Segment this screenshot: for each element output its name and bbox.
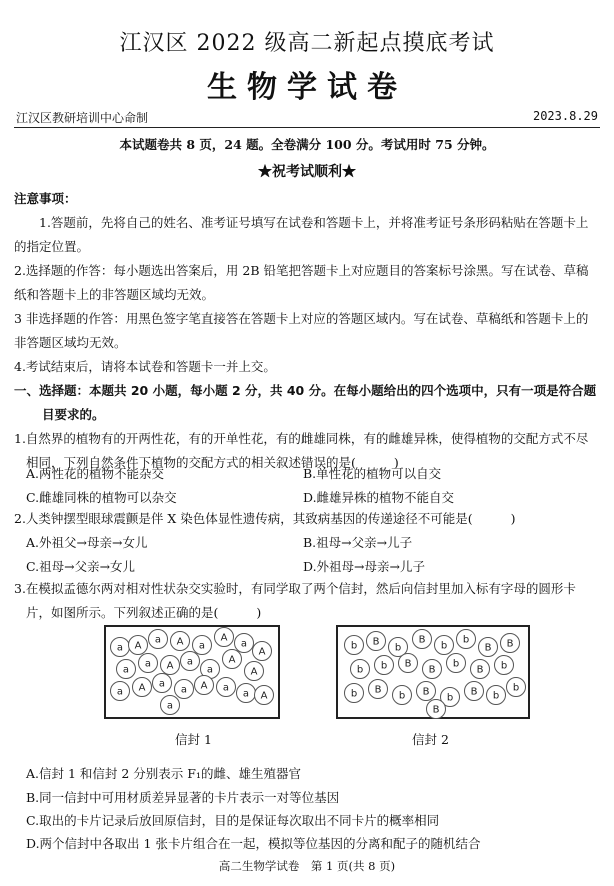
q3-option-b: B.同一信封中可用材质差异显著的卡片表示一对等位基因 [26, 790, 340, 805]
question-2-text: 2.人类钟摆型眼球震颤是伴 X 染色体显性遗传病，其致病基因的传递途径不可能是( [14, 511, 473, 526]
header-rule [14, 127, 600, 128]
envelope-2-card-label-1: b [350, 640, 358, 652]
notes-heading: 注意事项： [14, 191, 77, 206]
note-item-3: 3 非选择题的作答：用黑色签字笔直接答在答题卡上对应的答题区域内。写在试卷、草稿纸和答题卡上的非答题区域均无效。 [14, 311, 589, 350]
q3-option-c: C.取出的卡片记录后放回原信封，目的是保证每次取出不同卡片的概率相同 [26, 813, 440, 828]
q2-option-b: B.祖母→父亲→儿子 [303, 535, 413, 550]
envelope-2-card-label-9: b [356, 664, 364, 676]
envelope-2-card-label-6: b [462, 634, 470, 646]
envelope-2-card-label-3: b [394, 642, 402, 654]
envelope-1-card-label-11: A [166, 660, 174, 672]
q1-option-c: C.雌雄同株的植物可以杂交 [26, 490, 177, 505]
envelope-2-card-label-2: B [372, 636, 380, 648]
envelope-1-card-label-14: A [228, 654, 236, 666]
q2-option-c: C.祖母→父亲→女儿 [26, 559, 136, 574]
envelope-2-card-label-22: b [492, 690, 500, 702]
question-1-paren: ) [393, 455, 399, 470]
envelope-2-card-label-10: b [380, 660, 388, 672]
envelope-1-label: 信封 1 [175, 732, 212, 747]
envelope-1-card-label-19: a [180, 684, 188, 696]
envelope-2-card-label-12: B [428, 664, 436, 676]
envelope-2-card-label-8: B [506, 638, 514, 650]
question-2-paren: ) [510, 511, 516, 526]
envelope-2-card-label-19: B [422, 686, 430, 698]
envelope-1-card-label-6: A [220, 632, 228, 644]
envelope-2-figure [336, 625, 530, 719]
envelope-1-card-label-7: a [240, 638, 248, 650]
section-heading: 一、选择题：本题共 20 小题，每小题 2 分，共 40 分。在每小题给出的四个选项中，只有一项是符合题目要求的。 [14, 383, 597, 422]
envelope-2-card-label-20: b [446, 692, 454, 704]
envelope-1-card-label-4: A [176, 636, 184, 648]
exam-summary: 本试题卷共 8 页，24 题。全卷满分 100 分。考试用时 75 分钟。 [119, 137, 495, 152]
q3-option-a: A.信封 1 和信封 2 分别表示 F₁的雌、雄生殖器官 [26, 766, 301, 781]
envelope-2-card-label-11: B [404, 658, 412, 670]
envelope-1-card-label-16: a [116, 686, 124, 698]
envelope-2-label: 信封 2 [412, 732, 449, 747]
q2-option-d: D.外祖母→母亲→儿子 [303, 559, 425, 574]
envelope-1-card-label-23: A [260, 690, 268, 702]
q1-option-d: D.雌雄异株的植物不能自交 [303, 490, 455, 505]
exam-title: 江汉区 2022 级高二新起点摸底考试 [119, 31, 495, 56]
envelope-1-card-label-8: A [258, 646, 266, 658]
envelope-1-card-label-13: a [206, 664, 214, 676]
page-footer: 高二生物学试卷 第 1 页(共 8 页) [218, 859, 396, 873]
envelope-2-card-label-13: b [452, 658, 460, 670]
envelope-2-card-label-17: B [374, 684, 382, 696]
envelope-2-card-label-24: B [432, 704, 440, 716]
q1-option-b: B.单性花的植物可以自交 [303, 466, 442, 481]
envelope-2-card-label-4: B [418, 634, 426, 646]
q1-option-a: A.两性花的植物不能杂交 [26, 466, 165, 481]
envelope-2-card-label-5: b [440, 640, 448, 652]
issuer-line: 江汉区教研培训中心命制 [16, 111, 149, 125]
envelope-1-card-label-21: a [222, 682, 230, 694]
envelope-2-card-label-16: b [350, 688, 358, 700]
envelope-2-card-label-18: b [398, 690, 406, 702]
q2-option-a: A.外祖父→母亲→女儿 [26, 535, 148, 550]
envelope-1-card-label-18: a [158, 678, 166, 690]
note-item-2: 2.选择题的作答：每小题选出答案后，用 2B 铅笔把答题卡上对应题目的答案标号涂黑。写在试卷、草稿纸和答题卡上的非答题区域均无效。 [14, 263, 589, 302]
envelope-1-card-label-1: a [116, 642, 124, 654]
envelope-2-card-label-21: B [470, 686, 478, 698]
envelope-1-card-label-9: a [122, 664, 130, 676]
exam-date: 2023.8.29 [532, 109, 598, 123]
envelope-1-card-label-22: a [242, 688, 250, 700]
envelope-1-card-label-10: a [144, 658, 152, 670]
envelope-1-card-label-20: A [200, 680, 208, 692]
subject-title: 生物学试卷 [207, 70, 407, 105]
envelope-2-card-label-15: b [500, 660, 508, 672]
envelope-1-card-label-15: A [250, 666, 258, 678]
envelope-1-figure [104, 625, 280, 719]
envelope-2-card-label-14: B [476, 664, 484, 676]
envelope-1-card-label-3: a [154, 634, 162, 646]
q3-option-d: D.两个信封中各取出 1 张卡片组合在一起，模拟等位基因的分离和配子的随机结合 [26, 836, 481, 851]
envelope-1-card-label-12: a [186, 656, 194, 668]
envelope-2-card-label-23: b [512, 682, 520, 694]
question-3-stem [14, 577, 600, 625]
envelope-1-card-label-24: a [166, 700, 174, 712]
question-1-text: 1.自然界的植物有的开两性花，有的开单性花，有的雌雄同株，有的雌雄异株，使得植物的交配方式不尽相同，下列自然条件下植物的交配方式的相关叙述错误的是( [14, 431, 589, 470]
question-3-text: 3.在模拟孟德尔两对相对性状杂交实验时，有同学取了两个信封，然后向信封里加入标有字母的圆形卡片，如图所示。下列叙述正确的是( [14, 581, 576, 620]
envelope-2-card-label-7: B [484, 642, 492, 654]
envelope-1-card-label-2: A [134, 640, 142, 652]
question-3-paren: ) [256, 605, 262, 620]
note-item-4: 4.考试结束后，请将本试卷和答题卡一并上交。 [14, 359, 276, 374]
question-2-stem [14, 507, 600, 531]
good-luck-banner: ★祝考试顺利★ [258, 164, 356, 180]
envelope-1-card-label-5: a [198, 640, 206, 652]
envelope-1-card-label-17: A [138, 682, 146, 694]
note-item-1: 1.答题前，先将自己的姓名、准考证号填写在试卷和答题卡上，并将准考证号条形码粘贴在答题卡上的指定位置。 [14, 215, 589, 254]
